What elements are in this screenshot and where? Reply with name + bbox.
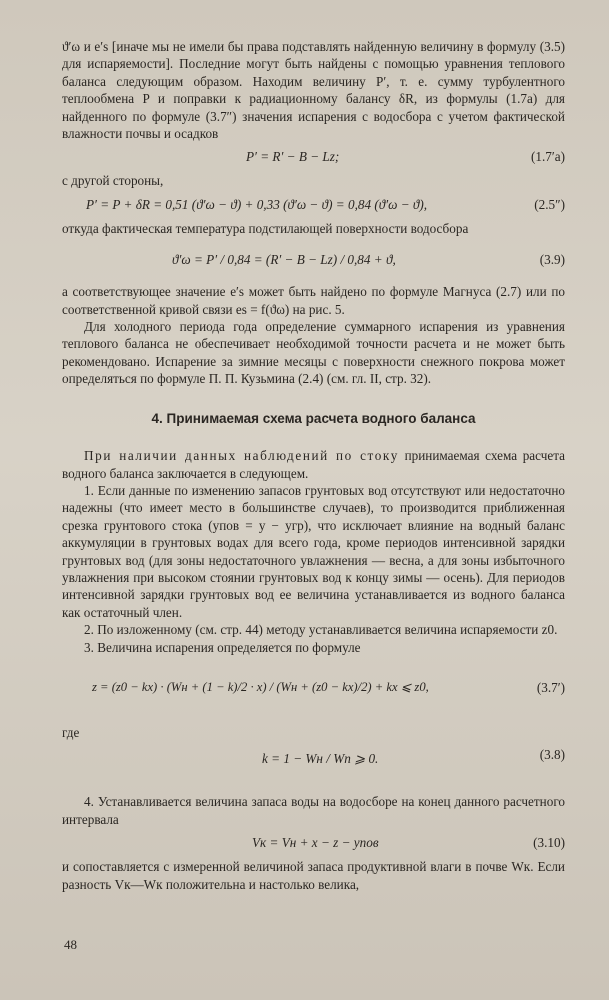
equation-text: z = (z0 − kx) · (Wн + (1 − k)/2 · x) / (Wн + (z0 − kx)/2) + kx ⩽ z0,: [92, 679, 429, 694]
paragraph-cold-period: Для холодного периода года определение суммарного испарения из уравнения теплового баланса не обеспечивает необходимой точности расчета и не может быть рекомендовано. Испарение за зимние месяцы с поверхности снежного покрова может определяться по формуле П. П. Кузьмина (2.4) (см. гл. II, стр. 32).: [62, 319, 565, 387]
equation-number: (1.7′а): [530, 149, 565, 165]
list-item-1: 1. Если данные по изменению запасов грунтовых вод отсутствуют или недостаточно надежны (что имеет место в большинстве случаев), то производится приближенная срезка грунтового стока (yпов = y − yгр), что исключает влияние на водный баланс аккумуляции в грунтовых водах для всего года, кроме периодов интенсивной зарядки грунтовых вод (для зоны недостаточного увлажнения — весна, а для зоны избыточного увлажнения при высоком стоянии грунтовых вод к концу зимы — осень). Для периодов интенсивной зарядки грунтовых вод ее величина устанавливается из водного баланса как остаточный член.: [62, 482, 565, 620]
equation-text: P′ = P + δR = 0,51 (ϑ′ω − ϑ) + 0,33 (ϑ′ω − ϑ) = 0,84 (ϑ′ω − ϑ),: [86, 196, 428, 212]
line-from-where: откуда фактическая температура подстилающей поверхности водосбора: [62, 220, 469, 236]
list-item-2: 2. По изложенному (см. стр. 44) методу устанавливается величина испаряемости z0.: [84, 622, 558, 638]
equation-number: (3.7′): [536, 679, 565, 695]
equation-text: P′ = R′ − B − Lz;: [246, 149, 340, 165]
intro-spaced-text: При наличии данных наблюдений по стоку: [84, 448, 399, 464]
equation-number: (3.9): [539, 252, 565, 268]
list-item-3: 3. Величина испарения определяется по формуле: [84, 639, 361, 655]
equation-3-7: [62, 659, 565, 721]
equation-2-5: [62, 193, 565, 217]
equation-3-8: [62, 744, 565, 784]
intro-rest-text: принимаемая схема расчета водного баланса заключается в следующем.: [62, 448, 566, 481]
word-where: где: [62, 724, 80, 740]
equation-text: ϑ′ω = P′ / 0,84 = (R′ − B − Lz) / 0,84 + ϑ,: [172, 252, 396, 268]
list-item-4: 4. Устанавливается величина запаса воды на водосборе на конец данного расчетного интервала: [62, 794, 565, 827]
equation-number: (3.10): [533, 835, 565, 851]
paragraph-top: ϑ′ω и e′s [иначе мы не имели бы права подставлять найденную величину в формулу (3.5) для испаряемости]. Последние могут быть найдены с помощью уравнения теплового баланса следующим образом. Находим величину P′, т. е. сумму турбулентного теплообмена P и поправки к радиационному балансу δR, из формулы (1.7а) для найденного по формуле (3.7″) значения испарения с водосбора с учетом фактической влажности почвы и осадков: [62, 39, 565, 142]
equation-3-9: [62, 240, 565, 280]
equation-number: (3.8): [539, 747, 565, 763]
paragraph-last: и сопоставляется с измеренной величиной запаса продуктивной влаги в почве Wк. Если разность Vк—Wк положительна и настолько велика,: [62, 859, 565, 892]
paragraph-intro: [62, 447, 565, 482]
line-other-side: с другой стороны,: [62, 173, 164, 189]
page-number: 48: [64, 937, 77, 952]
equation-text: Vк = Vн + x − z − yпов: [252, 835, 379, 851]
equation-number: (2.5″): [534, 196, 565, 212]
section-heading: 4. Принимаемая схема расчета водного баланса: [151, 410, 476, 426]
equation-1-7a: [62, 145, 565, 169]
paragraph-es: а соответствующее значение e′s может быть найдено по формуле Магнуса (2.7) или по соответственной кривой связи es = f(ϑω) на рис. 5.: [62, 284, 565, 317]
equation-3-10: [62, 831, 565, 855]
equation-text: k = 1 − Wн / Wп ⩾ 0.: [262, 751, 379, 767]
